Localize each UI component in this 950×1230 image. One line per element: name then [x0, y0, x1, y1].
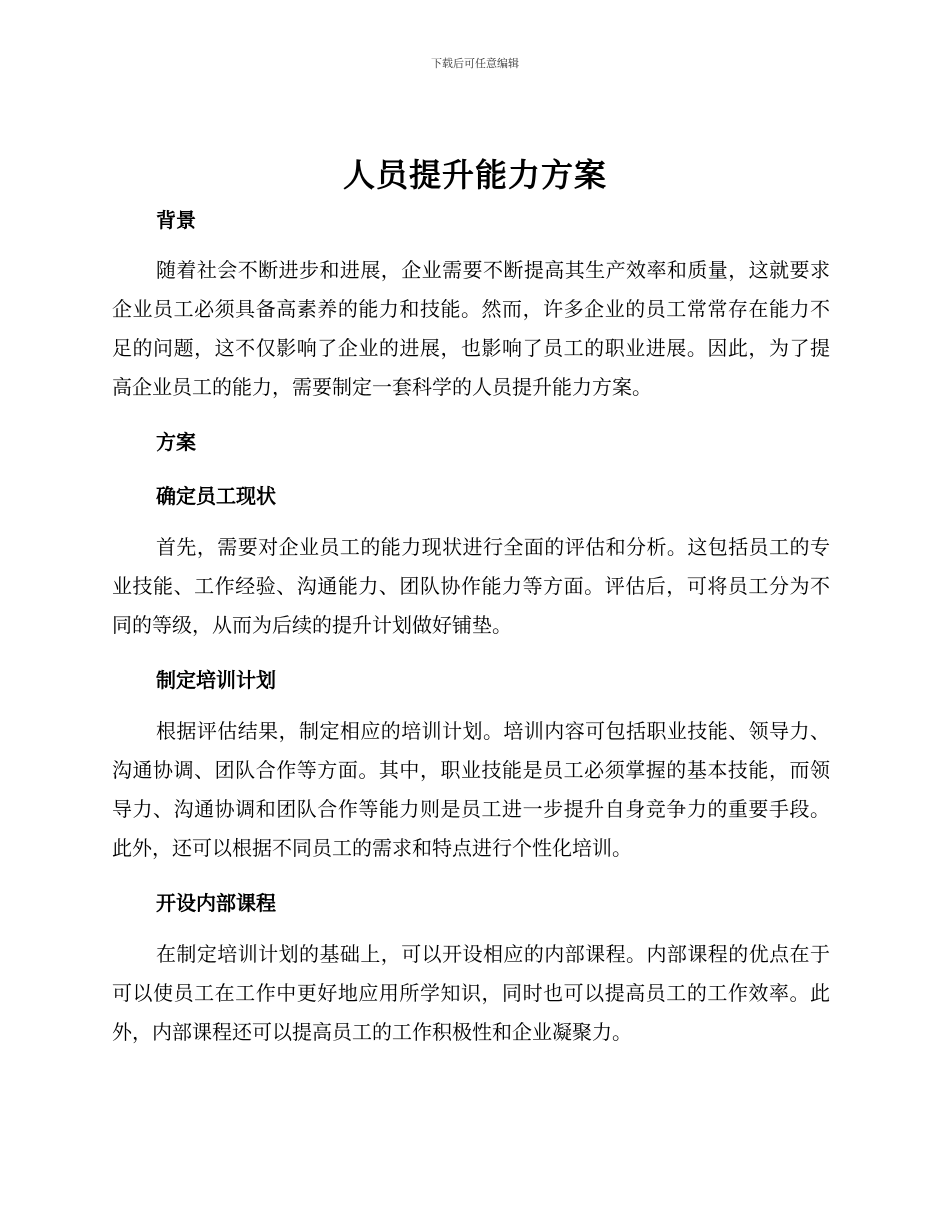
document-body [112, 205, 830, 1052]
section-heading-internal-courses: 开设内部课程 [156, 891, 276, 915]
section-paragraph-assess-status: 首先，需要对企业员工的能力现状进行全面的评估和分析。这包括员工的专业技能、工作经验、沟通能力、团队协作能力等方面。评估后，可将员工分为不同的等级，从而为后续的提升计划做好铺垫。 [112, 535, 830, 637]
section-heading-assess-status: 确定员工现状 [156, 484, 276, 508]
page-title: 人员提升能力方案 [342, 156, 607, 194]
section-paragraph-training-plan: 根据评估结果，制定相应的培训计划。培训内容可包括职业技能、领导力、沟通协调、团队合作等方面。其中，职业技能是员工必须掌握的基本技能，而领导力、沟通协调和团队合作等能力则是员工进一步提升自身竞争力的重要手段。此外，还可以根据不同员工的需求和特点进行个性化培训。 [112, 719, 830, 860]
header-note: 下载后可任意编辑 [431, 57, 519, 70]
section-paragraph-background: 随着社会不断进步和进展，企业需要不断提高其生产效率和质量，这就要求企业员工必须具备高素养的能力和技能。然而，许多企业的员工常常存在能力不足的问题，这不仅影响了企业的进展，也影响了员工的职业进展。因此，为了提高企业员工的能力，需要制定一套科学的人员提升能力方案。 [112, 258, 830, 399]
section-heading-background: 背景 [156, 208, 196, 232]
section-heading-training-plan: 制定培训计划 [156, 668, 276, 692]
section-paragraph-internal-courses: 在制定培训计划的基础上，可以开设相应的内部课程。内部课程的优点在于可以使员工在工作中更好地应用所学知识，同时也可以提高员工的工作效率。此外，内部课程还可以提高员工的工作积极性和企业凝聚力。 [112, 942, 830, 1044]
section-heading-plan: 方案 [156, 430, 196, 454]
